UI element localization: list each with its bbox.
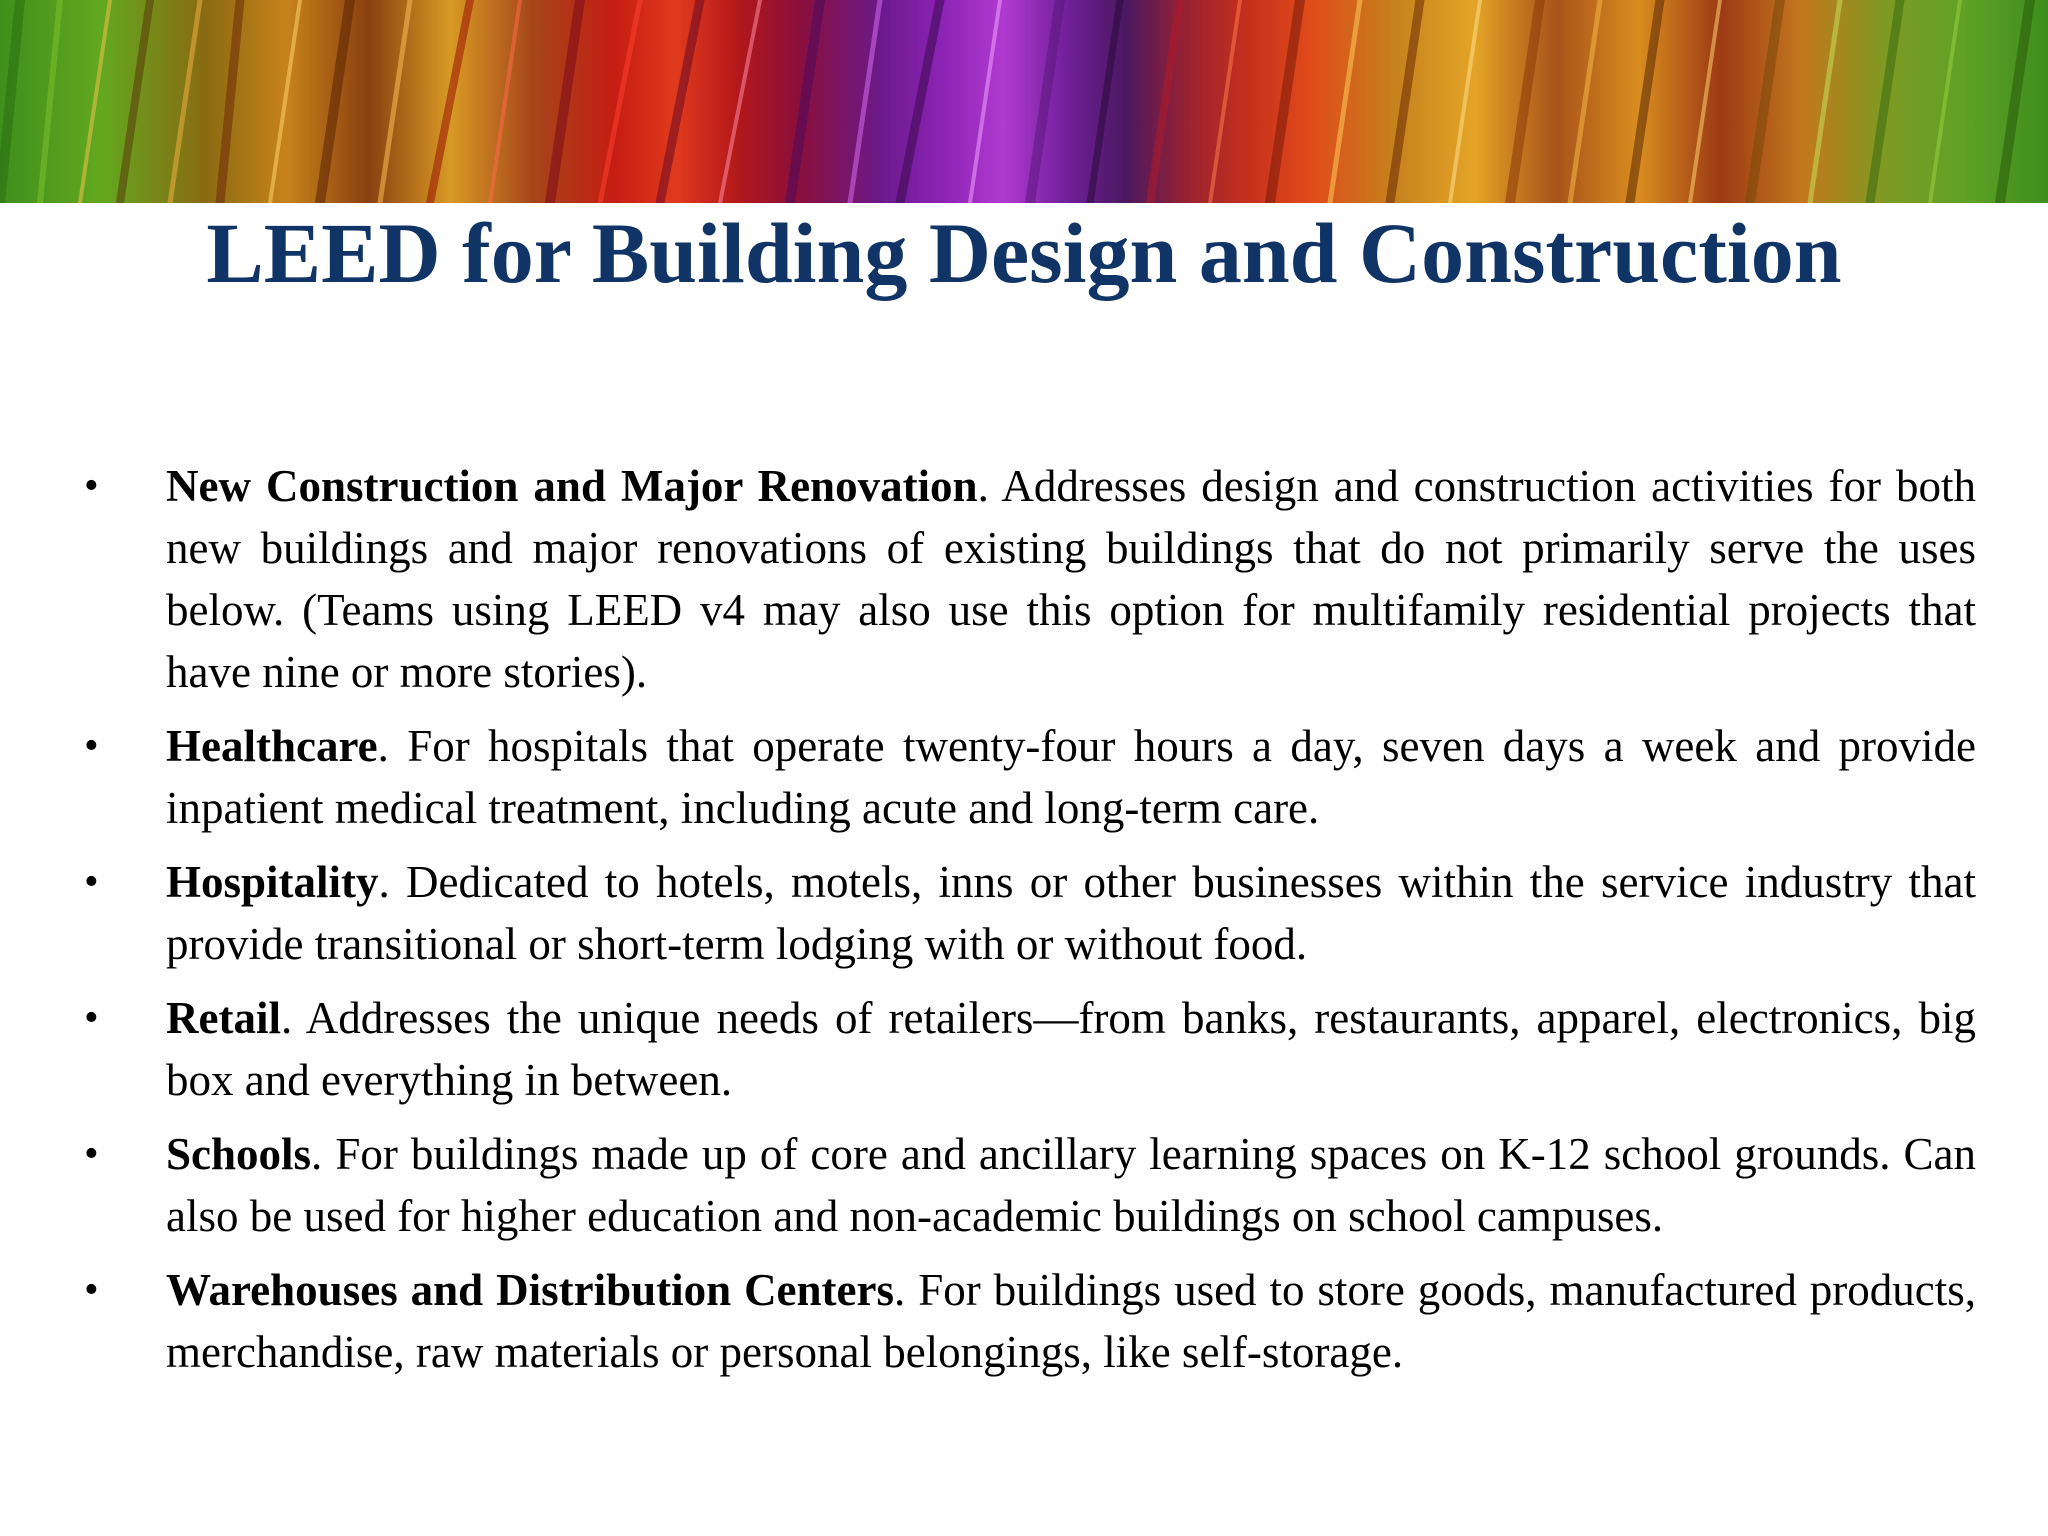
bullet-term: Schools — [166, 1129, 312, 1179]
bullet-term: Hospitality — [166, 857, 379, 907]
bullet-item-retail — [0, 987, 1976, 1111]
bullet-text: For hospitals that operate twenty-four hours a day, seven days a week and provide inpatient medical treatment, including acute and long-term care. — [166, 721, 1976, 833]
bullet-term: Warehouses and Distribution Centers — [166, 1265, 895, 1315]
bullet-dot: • — [84, 995, 99, 1041]
bullet-term-sep: . — [977, 461, 989, 511]
slide-body — [0, 455, 2048, 1395]
bullet-term: Healthcare — [166, 721, 378, 771]
bullet-text: Addresses the unique needs of retailers—from banks, restaurants, apparel, electronics, big box and everything in between. — [166, 993, 1976, 1105]
bullet-dot: • — [84, 463, 99, 509]
bullet-term-sep: . — [894, 1265, 906, 1315]
bullet-item-warehouses — [0, 1259, 1976, 1383]
bullet-text: For buildings used to store goods, manufactured products, merchandise, raw materials or personal belongings, like self-storage. — [166, 1265, 1976, 1377]
bullet-dot: • — [84, 1267, 99, 1313]
bullet-dot: • — [84, 723, 99, 769]
bullet-text: Dedicated to hotels, motels, inns or other businesses within the service industry that provide transitional or short-term lodging with or without food. — [166, 857, 1976, 969]
slide-title: LEED for Building Design and Construction — [206, 205, 1842, 301]
bullet-term-sep: . — [378, 857, 390, 907]
bullet-list — [0, 455, 2048, 1383]
bullet-term: Retail — [166, 993, 281, 1043]
bullet-item-schools — [0, 1123, 1976, 1247]
bullet-item-healthcare — [0, 715, 1976, 839]
bullet-item-new-construction — [0, 455, 1976, 703]
bullet-term: New Construction and Major Renovation — [166, 461, 978, 511]
bullet-dot: • — [84, 1131, 99, 1177]
bullet-text: For buildings made up of core and ancillary learning spaces on K-12 school grounds. Can also be used for higher education and non-academic buildings on school campuses. — [166, 1129, 1976, 1241]
banner-streaks — [0, 0, 2048, 203]
decorative-banner-image — [0, 0, 2048, 203]
bullet-term-sep: . — [377, 721, 389, 771]
bullet-text: Addresses design and construction activities for both new buildings and major renovations of existing buildings that do not primarily serve the uses below. (Teams using LEED v4 may also use this option for multifamily residential projects that have nine or more stories). — [166, 461, 1976, 697]
bullet-term-sep: . — [280, 993, 293, 1043]
bullet-dot: • — [84, 859, 99, 905]
bullet-item-hospitality — [0, 851, 1976, 975]
bullet-term-sep: . — [311, 1129, 323, 1179]
